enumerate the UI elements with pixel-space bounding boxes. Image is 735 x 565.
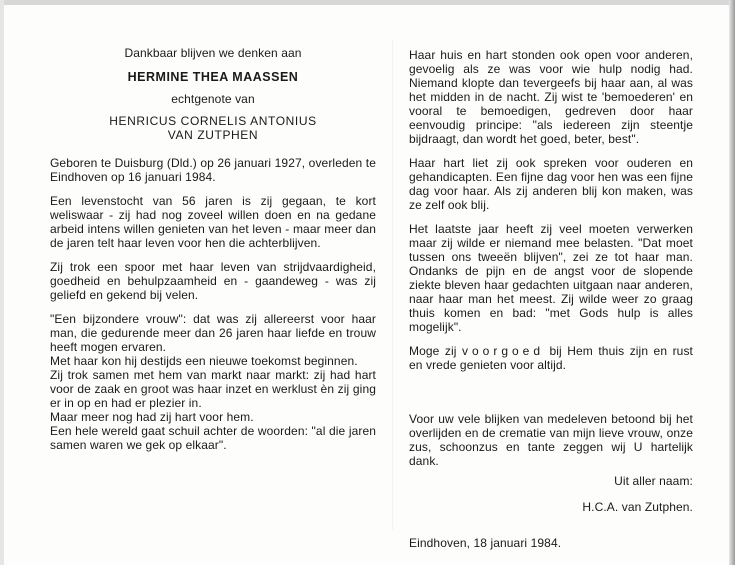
moge-spaced-word: voorgoed [461,344,545,358]
place-date: Eindhoven, 18 januari 1984. [409,536,562,550]
spoor-paragraph: Zij trok een spoor met haar leven van strijdvaardigheid, goedheid en behulpzaamheid en - gaandeweg - was zij geliefd en gekend bij velen. [50,260,376,302]
meer-line: Maar meer nog had zij hart voor hem. [50,410,254,424]
toekomst-line: Met haar kon hij destijds een nieuwe toekomst beginnen. [50,354,358,368]
levenstocht-paragraph: Een levenstocht van 56 jaren is zij gegaan, te kort weliswaar - zij had nog zoveel willen doen en na gedane arbeid intens willen genieten van het leven - maar meer dan de jaren telt haar leven voor hen die achterblijven. [50,194,376,250]
husband-name-line1: HENRICUS CORNELIS ANTONIUS [109,114,317,128]
relation-line: echtgenote van [171,92,255,106]
wereld-paragraph: Een hele wereld gaat schuil achter de woorden: "al die jaren samen waren we gek op elkaar". [50,424,376,452]
moge-paragraph [409,344,693,372]
scan-edge-top [0,0,735,5]
moge-pre: Moge zij [409,344,462,358]
signature: H.C.A. van Zutphen. [582,500,693,514]
markt-paragraph: Zij trok samen met hem van markt naar markt: zij had hart voor de zaak en groot was haar inzet en werklust èn zij ging er in op en had er plezier in. [50,368,376,410]
bijzondere-paragraph: "Een bijzondere vrouw": dat was zij allereerst voor haar man, die gedurende meer dan 26 jaren haar liefde en trouw heeft mogen ervaren. [50,312,376,354]
husband-name-line2: VAN ZUTPHEN [167,128,259,142]
scan-edge-right [729,0,735,565]
dank-paragraph: Voor uw vele blijken van medeleven betoond bij het overlijden en de crematie van mijn lieve vrouw, onze zus, schoonzus en tante zeggen wij U hartelijk dank. [409,412,693,468]
deceased-name: HERMINE THEA MAASSEN [127,70,299,84]
scan-edge-left [0,0,4,565]
huis-paragraph: Haar huis en hart stonden ook open voor anderen, gevoelig als ze was voor wie hulp nodig had. Niemand klopte dan tevergeefs bij haar aan, al was het midden in de nacht. Zij wist te 'bemoederen' en vooral te bemoedigen, gedreven door haar eenvoudig principe: "als iedereen zijn steentje bijdraagt, dan wordt het goed, beter, best". [409,48,693,146]
moge-post: bij Hem thuis zijn en rust en vrede genieten voor altijd. [409,344,693,372]
uit-aller-naam: Uit aller naam: [614,474,693,488]
left-page [50,46,376,452]
intro-line: Dankbaar blijven we denken aan [124,46,302,60]
birth-death-paragraph: Geboren te Duisburg (Dld.) op 26 januari 1927, overleden te Eindhoven op 16 januari 1984. [50,156,376,184]
husband-name [50,114,376,142]
ouderen-paragraph: Haar hart liet zij ook spreken voor ouderen en gehandicapten. Een fijne dag voor hen was een fijne dag voor haar. Als zij anderen blij kon maken, was ze zelf ook blij. [409,156,693,212]
laatste-jaar-paragraph: Het laatste jaar heeft zij veel moeten verwerken maar zij wilde er niemand mee belasten. "Dat moet tussen ons tweeën blijven", zei ze tot haar man. Ondanks de pijn en de angst voor de slopende ziekte bleven haar gedachten uitgaan naar anderen, naar haar man het meest. Zij wilde weer zo graag thuis komen en bad: "met Gods hulp is alles mogelijk". [409,222,693,334]
right-page [409,48,693,560]
spacer [409,382,693,412]
card-fold [392,40,393,530]
